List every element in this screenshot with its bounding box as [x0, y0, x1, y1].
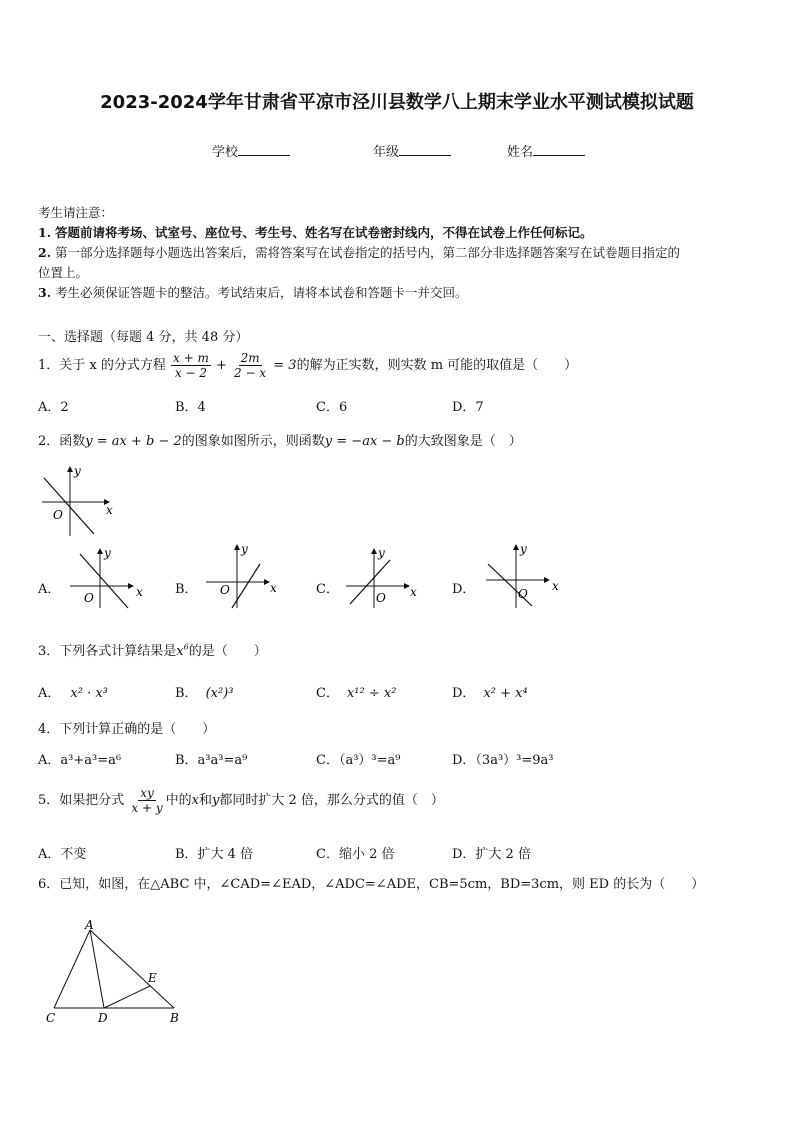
- svg-text:y: y: [378, 546, 385, 560]
- exam-title: 2023-2024学年甘肃省平凉市泾川县数学八上期末学业水平测试模拟试题: [100, 92, 694, 113]
- point-b-label: B: [170, 1011, 179, 1025]
- question-2: 2．函数y = ax + b − 2的图象如图所示，则函数y = −ax − b的大致图象是（ ）: [38, 434, 522, 449]
- q4-option-c[interactable]: C．（a³）³=a⁹: [316, 753, 401, 768]
- point-e-label: E: [148, 971, 157, 985]
- q2-option-b-label[interactable]: B．: [175, 582, 198, 597]
- question-5: 5．如果把分式 $\frac{xy}{x + y}$ 中的x和y都同时扩大 2 倍，那么分式的值（ ）: [38, 786, 444, 815]
- school-field[interactable]: 学校: [212, 141, 290, 160]
- q2-given-graph: [38, 462, 118, 538]
- point-d-label: D: [98, 1011, 108, 1025]
- svg-text:x: x: [136, 585, 143, 599]
- q2-option-d-graph[interactable]: [484, 542, 564, 610]
- point-a-label: A: [85, 918, 94, 932]
- notice-heading: 考生请注意：: [38, 205, 114, 220]
- fraction: $\frac{x + m}{x - 2}$: [173, 351, 209, 380]
- question-4: 4．下列计算正确的是（ ）: [38, 722, 216, 737]
- svg-text:O: O: [376, 591, 386, 605]
- q3-option-c[interactable]: C． x¹² ÷ x²: [316, 686, 397, 701]
- q3-option-a[interactable]: A． x² · x³: [38, 686, 108, 701]
- question-3: 3．下列各式计算结果是$x^6$的是（ ）: [38, 642, 267, 659]
- fraction: $\frac{xy}{x + y}$: [131, 786, 163, 815]
- svg-text:y: y: [520, 542, 527, 556]
- q5-option-c[interactable]: C．缩小 2 倍: [316, 847, 395, 862]
- q5-option-b[interactable]: B．扩大 4 倍: [175, 847, 254, 862]
- notice-item: 2. 第一部分选择题每小题选出答案后，需将答案写在试卷指定的括号内，第二部分非选择题答案写在试卷题目指定的: [38, 245, 681, 260]
- q2-option-c-label[interactable]: C．: [316, 582, 339, 597]
- q4-option-b[interactable]: B．a³a³=a⁹: [175, 753, 248, 768]
- fraction: $\frac{2m}{2 - x}$: [234, 351, 267, 380]
- q2-option-a-graph[interactable]: [66, 546, 150, 610]
- q4-option-d[interactable]: D．（3a³）³=9a³: [452, 753, 554, 768]
- notice-item: 1. 答题前请将考场、试室号、座位号、考生号、姓名写在试卷密封线内，不得在试卷上作任何标记。: [38, 225, 593, 240]
- svg-text:O: O: [518, 587, 528, 601]
- section-heading: 一、选择题（每题 4 分，共 48 分）: [38, 330, 249, 345]
- svg-text:x: x: [552, 579, 559, 593]
- q2-option-c-graph[interactable]: [344, 546, 426, 610]
- q5-option-d[interactable]: D．扩大 2 倍: [452, 847, 531, 862]
- q1-option-d[interactable]: D．7: [452, 400, 484, 415]
- svg-text:O: O: [53, 508, 63, 522]
- svg-text:y: y: [241, 542, 248, 556]
- svg-text:O: O: [84, 591, 94, 605]
- svg-text:x: x: [270, 581, 277, 595]
- svg-text:x: x: [410, 585, 417, 599]
- q1-option-b[interactable]: B．4: [175, 400, 206, 415]
- notice-block: [38, 203, 763, 303]
- point-c-label: C: [46, 1011, 56, 1025]
- q2-option-d-label[interactable]: D．: [452, 582, 476, 597]
- question-6: 6．已知，如图，在△ABC 中，∠CAD=∠EAD，∠ADC=∠ADE，CB=5cm，BD=3cm，则 ED 的长为（ ）: [38, 877, 705, 892]
- q2-option-b-graph[interactable]: [204, 542, 286, 610]
- q2-option-a-label[interactable]: A．: [38, 582, 61, 597]
- notice-item: 位置上。: [38, 265, 89, 280]
- q5-option-a[interactable]: A．不变: [38, 847, 87, 862]
- svg-text:y: y: [74, 464, 81, 478]
- svg-text:x: x: [106, 503, 113, 517]
- q1-option-c[interactable]: C．6: [316, 400, 348, 415]
- q3-option-b[interactable]: B． (x²)³: [175, 686, 234, 701]
- svg-text:O: O: [220, 583, 230, 597]
- question-1: 1．关于 x 的分式方程 $\frac{x + m}{x - 2}$ + $\frac{2m}{2 - x}$ = 3的解为正实数，则实数 m 可能的取值是（ ）: [38, 351, 578, 380]
- notice-item: 3. 考生必须保证答题卡的整洁。考试结束后，请将本试卷和答题卡一并交回。: [38, 285, 468, 300]
- name-field[interactable]: 姓名: [507, 141, 585, 160]
- q1-option-a[interactable]: A．2: [38, 400, 69, 415]
- q6-triangle-diagram: [40, 916, 190, 1028]
- svg-text:y: y: [104, 546, 111, 560]
- grade-field[interactable]: 年级: [373, 141, 451, 160]
- q4-option-a[interactable]: A．a³+a³=a⁶: [38, 753, 122, 768]
- q3-option-d[interactable]: D． x² + x⁴: [452, 686, 528, 701]
